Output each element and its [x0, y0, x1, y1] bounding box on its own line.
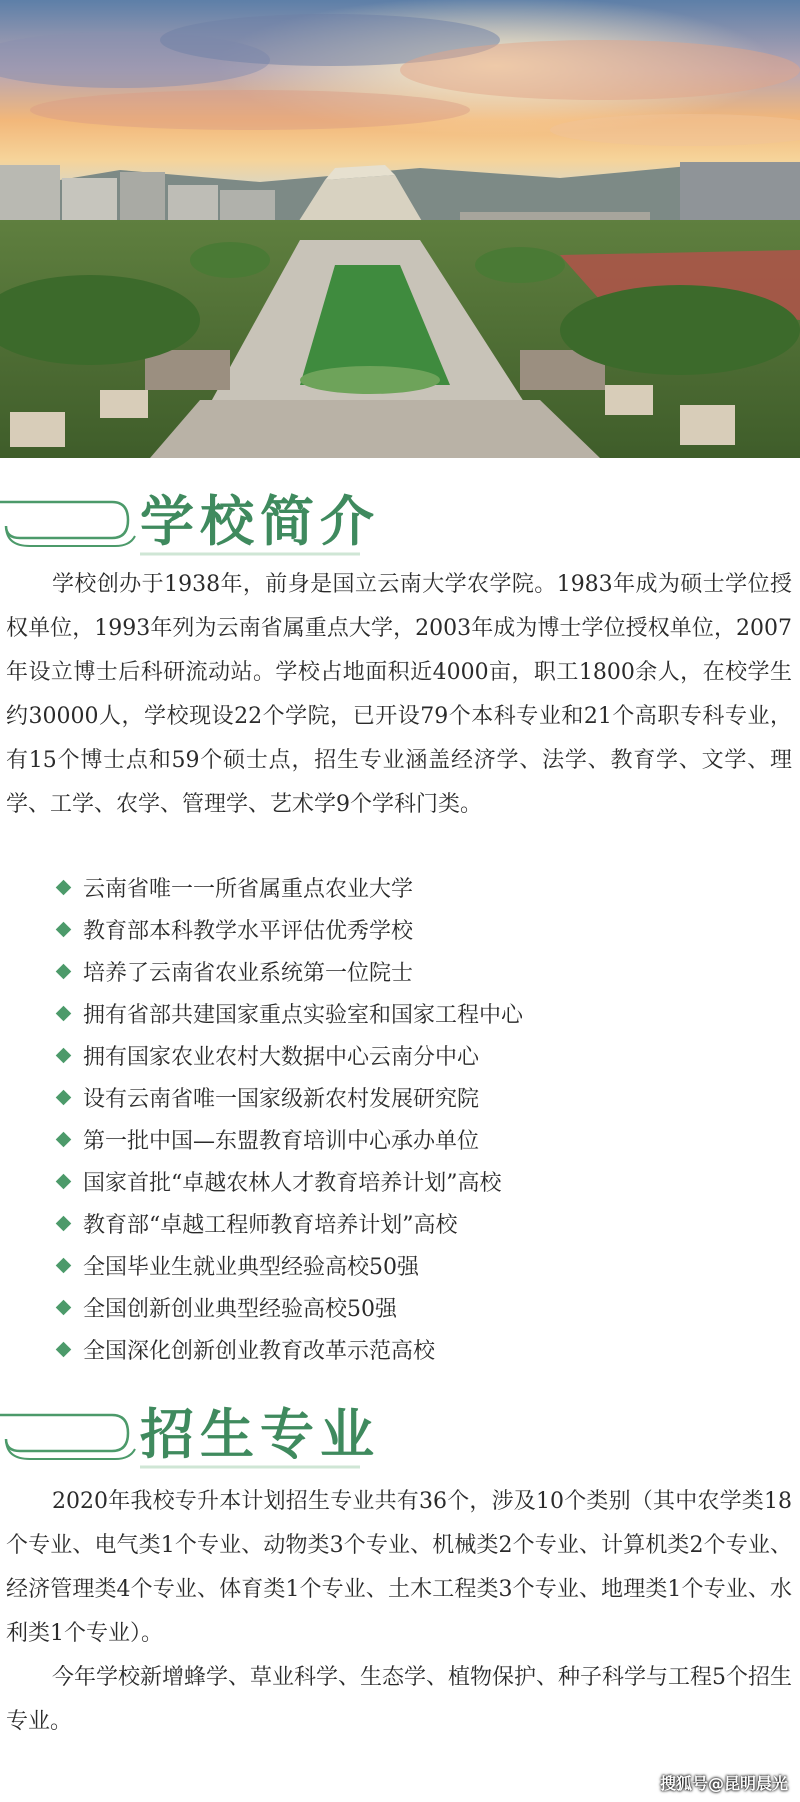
list-item: 设有云南省唯一国家级新农村发展研究院 [58, 1076, 523, 1118]
list-item: 国家首批“卓越农林人才教育培养计划”高校 [58, 1160, 523, 1202]
diamond-bullet-icon [56, 1341, 72, 1357]
section-header-majors [0, 1395, 800, 1475]
section-header-school-intro [0, 482, 800, 562]
diamond-bullet-icon [56, 1257, 72, 1273]
diamond-bullet-icon [56, 1089, 72, 1105]
list-item: 拥有国家农业农村大数据中心云南分中心 [58, 1034, 523, 1076]
list-item: 培养了云南省农业系统第一位院士 [58, 950, 523, 992]
diamond-bullet-icon [56, 1005, 72, 1021]
list-item: 教育部本科教学水平评估优秀学校 [58, 908, 523, 950]
header-ornament-icon [0, 482, 800, 562]
header-ornament-icon [0, 1395, 800, 1475]
list-item: 全国深化创新创业教育改革示范高校 [58, 1328, 523, 1370]
diamond-bullet-icon [56, 1299, 72, 1315]
list-item: 第一批中国—东盟教育培训中心承办单位 [58, 1118, 523, 1160]
highlights-list [58, 866, 523, 1370]
list-item: 教育部“卓越工程师教育培养计划”高校 [58, 1202, 523, 1244]
list-item: 全国创新创业典型经验高校50强 [58, 1286, 523, 1328]
diamond-bullet-icon [56, 1047, 72, 1063]
diamond-bullet-icon [56, 1173, 72, 1189]
diamond-bullet-icon [56, 963, 72, 979]
majors-paragraph: 2020年我校专升本计划招生专业共有36个，涉及10个类别（其中农学类18个专业、电气类1个专业、动物类3个专业、机械类2个专业、计算机类2个专业、经济管理类4个专业、体育类1个专业、土木工程类3个专业、地理类1个专业、水利类1个专业）。 [6, 1489, 792, 1646]
list-item: 全国毕业生就业典型经验高校50强 [58, 1244, 523, 1286]
intro-paragraph: 学校创办于1938年，前身是国立云南大学农学院。1983年成为硕士学位授权单位，1993年列为云南省属重点大学，2003年成为博士学位授权单位，2007年设立博士后科研流动站。学校占地面积近4000亩，职工1800余人，在校学生约30000人，学校现设22个学院，已开设79个本科专业和21个高职专科专业，有15个博士点和59个硕士点，招生专业涵盖经济学、法学、教育学、文学、理学、工学、农学、管理学、艺术学9个学科门类。 [6, 572, 792, 817]
section-title: 学校简介 [140, 490, 380, 553]
section-title: 招生专业 [140, 1403, 380, 1466]
diamond-bullet-icon [56, 879, 72, 895]
list-item: 云南省唯一一所省属重点农业大学 [58, 866, 523, 908]
new-majors-paragraph: 今年学校新增蜂学、草业科学、生态学、植物保护、种子科学与工程5个招生专业。 [6, 1665, 792, 1734]
campus-photo [0, 0, 800, 458]
diamond-bullet-icon [56, 1215, 72, 1231]
diamond-bullet-icon [56, 1131, 72, 1147]
list-item: 拥有省部共建国家重点实验室和国家工程中心 [58, 992, 523, 1034]
diamond-bullet-icon [56, 921, 72, 937]
watermark: 搜狐号@昆明晨光 [659, 1774, 788, 1793]
